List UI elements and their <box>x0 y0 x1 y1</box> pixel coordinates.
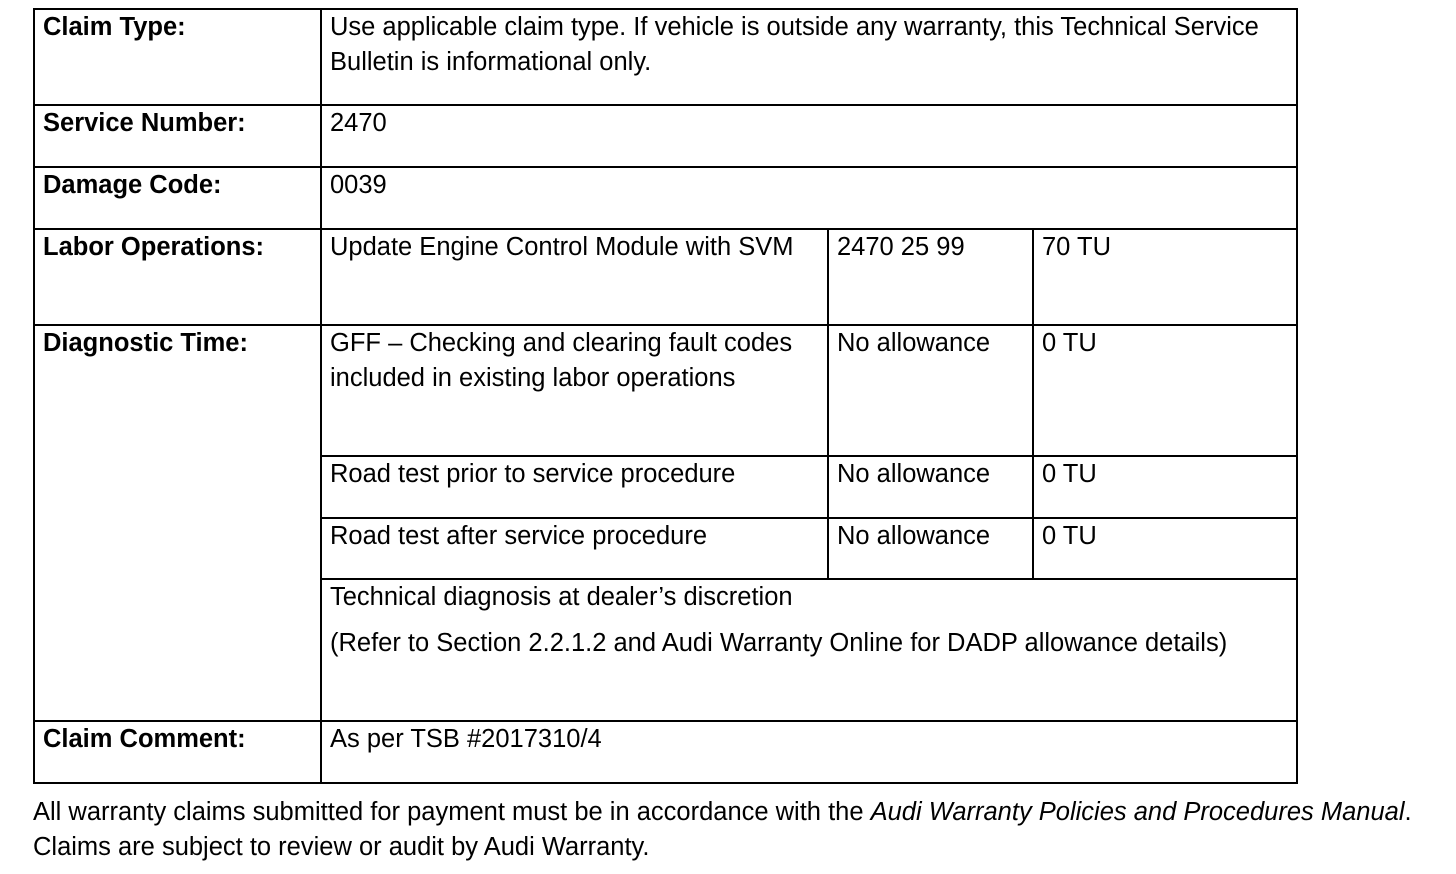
claim-comment-row <box>34 721 1297 783</box>
diagnostic-description: GFF – Checking and clearing fault codes included in existing labor operations <box>321 325 828 456</box>
diagnostic-time-label: Diagnostic Time: <box>34 325 321 721</box>
diagnostic-allowance: No allowance <box>828 456 1033 518</box>
claim-type-label: Claim Type: <box>34 9 321 105</box>
diagnostic-time-row <box>34 325 1297 456</box>
diagnostic-time-value: 0 TU <box>1033 518 1297 579</box>
footnote-suffix: . Claims are subject to review or audit by Audi Warranty. <box>33 798 1412 861</box>
service-number-label: Service Number: <box>34 105 321 167</box>
service-number-value: 2470 <box>321 105 1297 167</box>
diagnostic-time-value: 0 TU <box>1033 456 1297 518</box>
claim-info-table <box>33 8 1298 784</box>
diagnostic-description: Road test prior to service procedure <box>321 456 828 518</box>
service-number-row <box>34 105 1297 167</box>
diagnostic-allowance: No allowance <box>828 518 1033 579</box>
technical-diagnosis-note: (Refer to Section 2.2.1.2 and Audi Warranty Online for DADP allowance details) <box>330 629 1228 657</box>
claim-type-value: Use applicable claim type. If vehicle is outside any warranty, this Technical Service Bulletin is informational only. <box>321 9 1297 105</box>
labor-operation-time: 70 TU <box>1033 229 1297 325</box>
technical-diagnosis-cell <box>321 579 1297 721</box>
damage-code-value: 0039 <box>321 167 1297 229</box>
labor-operation-description: Update Engine Control Module with SVM <box>321 229 828 325</box>
diagnostic-allowance: No allowance <box>828 325 1033 456</box>
warranty-manual-title: Audi Warranty Policies and Procedures Manual <box>870 798 1405 826</box>
damage-code-label: Damage Code: <box>34 167 321 229</box>
technical-diagnosis-text: Technical diagnosis at dealer’s discretion <box>330 583 793 611</box>
warranty-claim-document <box>33 8 1298 784</box>
footnote-prefix: All warranty claims submitted for payment must be in accordance with the <box>33 798 871 826</box>
warranty-footnote <box>33 795 1443 865</box>
claim-type-row <box>34 9 1297 105</box>
labor-operations-label: Labor Operations: <box>34 229 321 325</box>
claim-comment-value: As per TSB #2017310/4 <box>321 721 1297 783</box>
damage-code-row <box>34 167 1297 229</box>
labor-operations-row <box>34 229 1297 325</box>
diagnostic-time-value: 0 TU <box>1033 325 1297 456</box>
claim-comment-label: Claim Comment: <box>34 721 321 783</box>
diagnostic-description: Road test after service procedure <box>321 518 828 579</box>
labor-operation-code: 2470 25 99 <box>828 229 1033 325</box>
